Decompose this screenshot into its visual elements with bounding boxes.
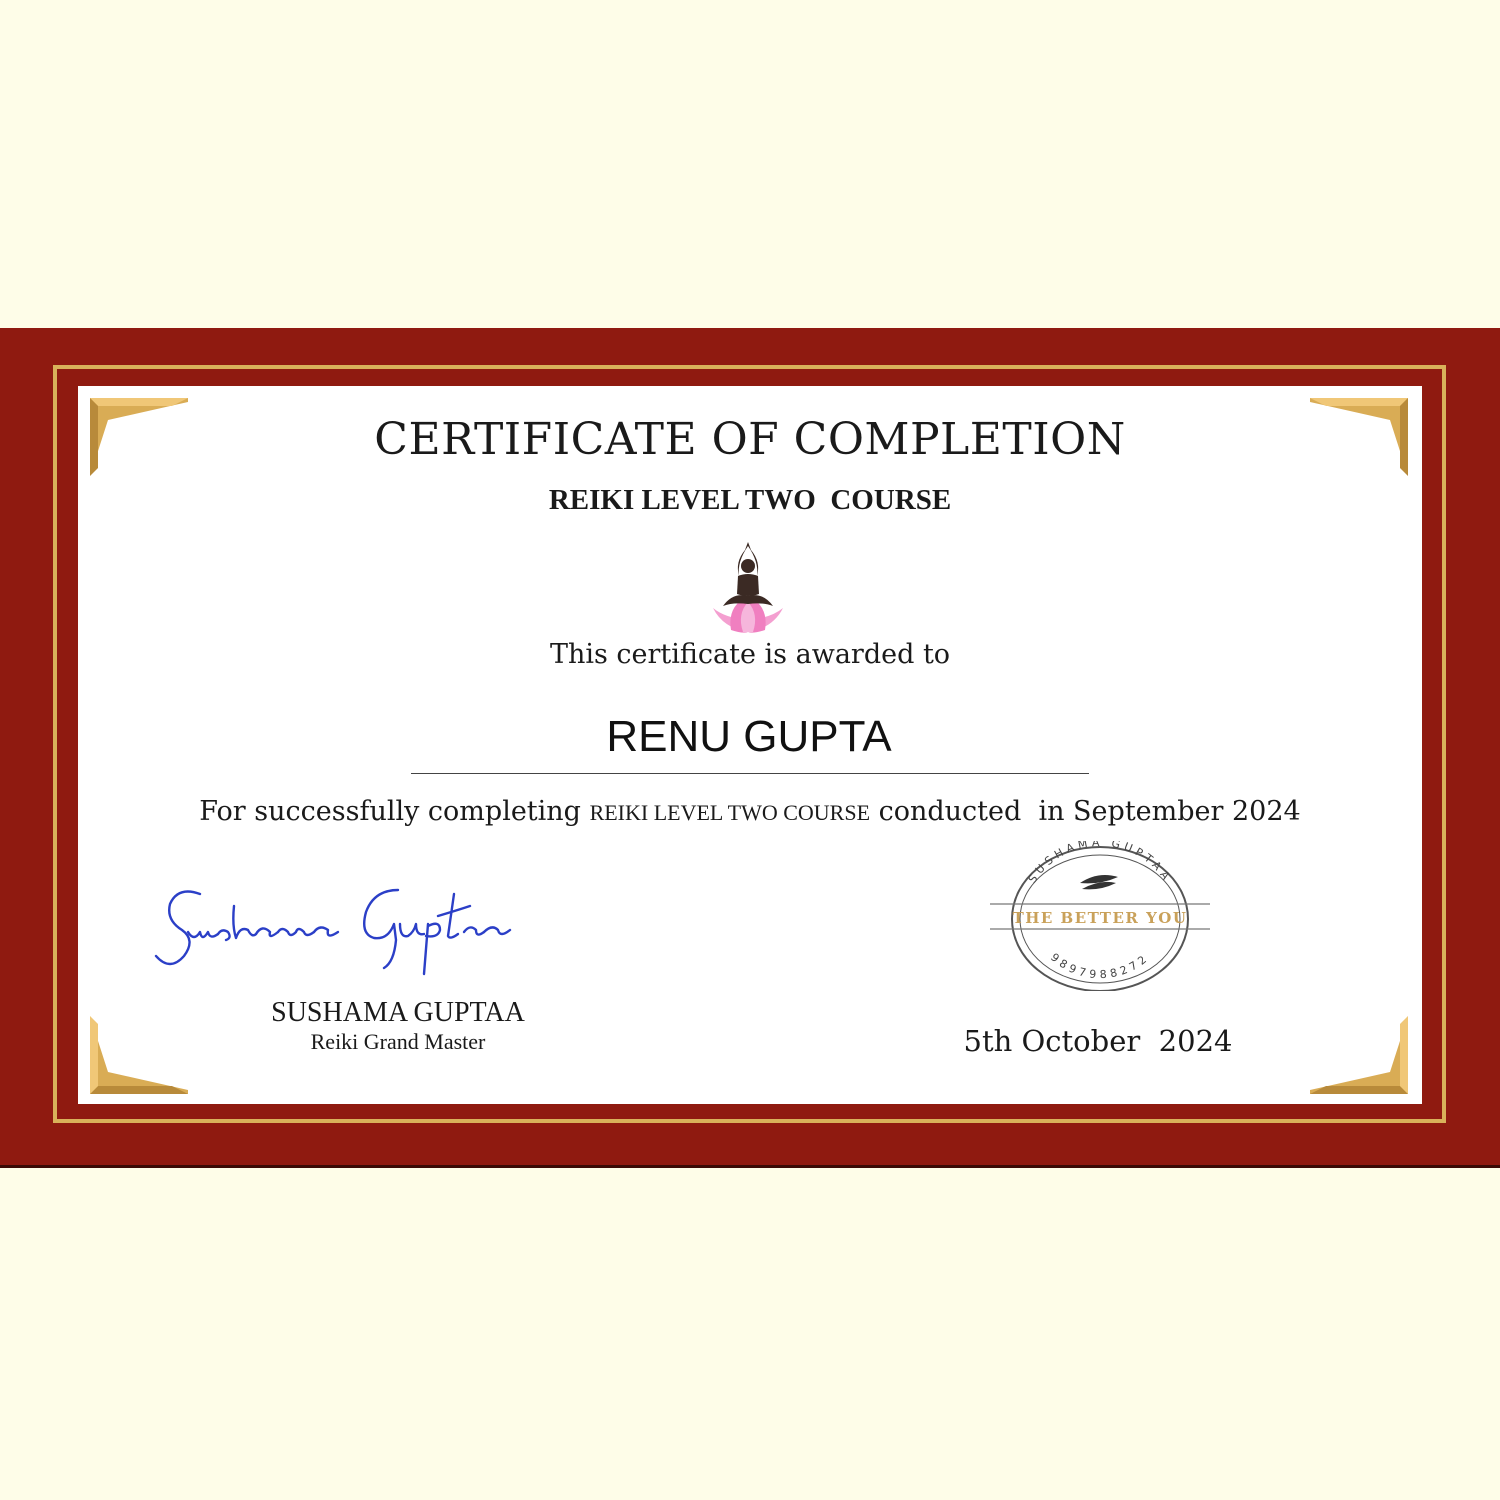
awarded-text: This certificate is awarded to [549, 639, 951, 670]
svg-text:9897988272: 9897988272 [1048, 950, 1152, 982]
seal-stamp [988, 841, 1213, 991]
meditation-lotus-icon [693, 536, 803, 641]
certificate-outer-frame [0, 328, 1500, 1168]
seal-center-text: THE BETTER YOU [1012, 909, 1188, 927]
issue-date: 5th October 2024 [963, 1024, 1233, 1058]
handwritten-signature [148, 876, 538, 996]
corner-ornament-icon [1308, 1014, 1408, 1094]
certificate-body [78, 386, 1422, 1104]
certificate-title: CERTIFICATE OF COMPLETION [374, 414, 1126, 465]
leaf-icon [1080, 875, 1118, 889]
statement-suffix: conducted in September 2024 [870, 796, 1301, 827]
svg-text:SUSHAMA GUPTAA: SUSHAMA GUPTAA [1025, 841, 1175, 886]
name-underline [411, 773, 1089, 774]
statement-course: REIKI LEVEL TWO COURSE [589, 800, 871, 825]
completion-statement [78, 796, 1422, 827]
statement-prefix: For successfully completing [199, 796, 590, 827]
recipient-name: RENU GUPTA [606, 712, 892, 761]
corner-ornament-icon [90, 1014, 190, 1094]
signer-name: SUSHAMA GUPTAA [271, 997, 525, 1028]
signer-title: Reiki Grand Master [310, 1029, 486, 1054]
course-heading: REIKI LEVEL TWO COURSE [548, 484, 952, 516]
